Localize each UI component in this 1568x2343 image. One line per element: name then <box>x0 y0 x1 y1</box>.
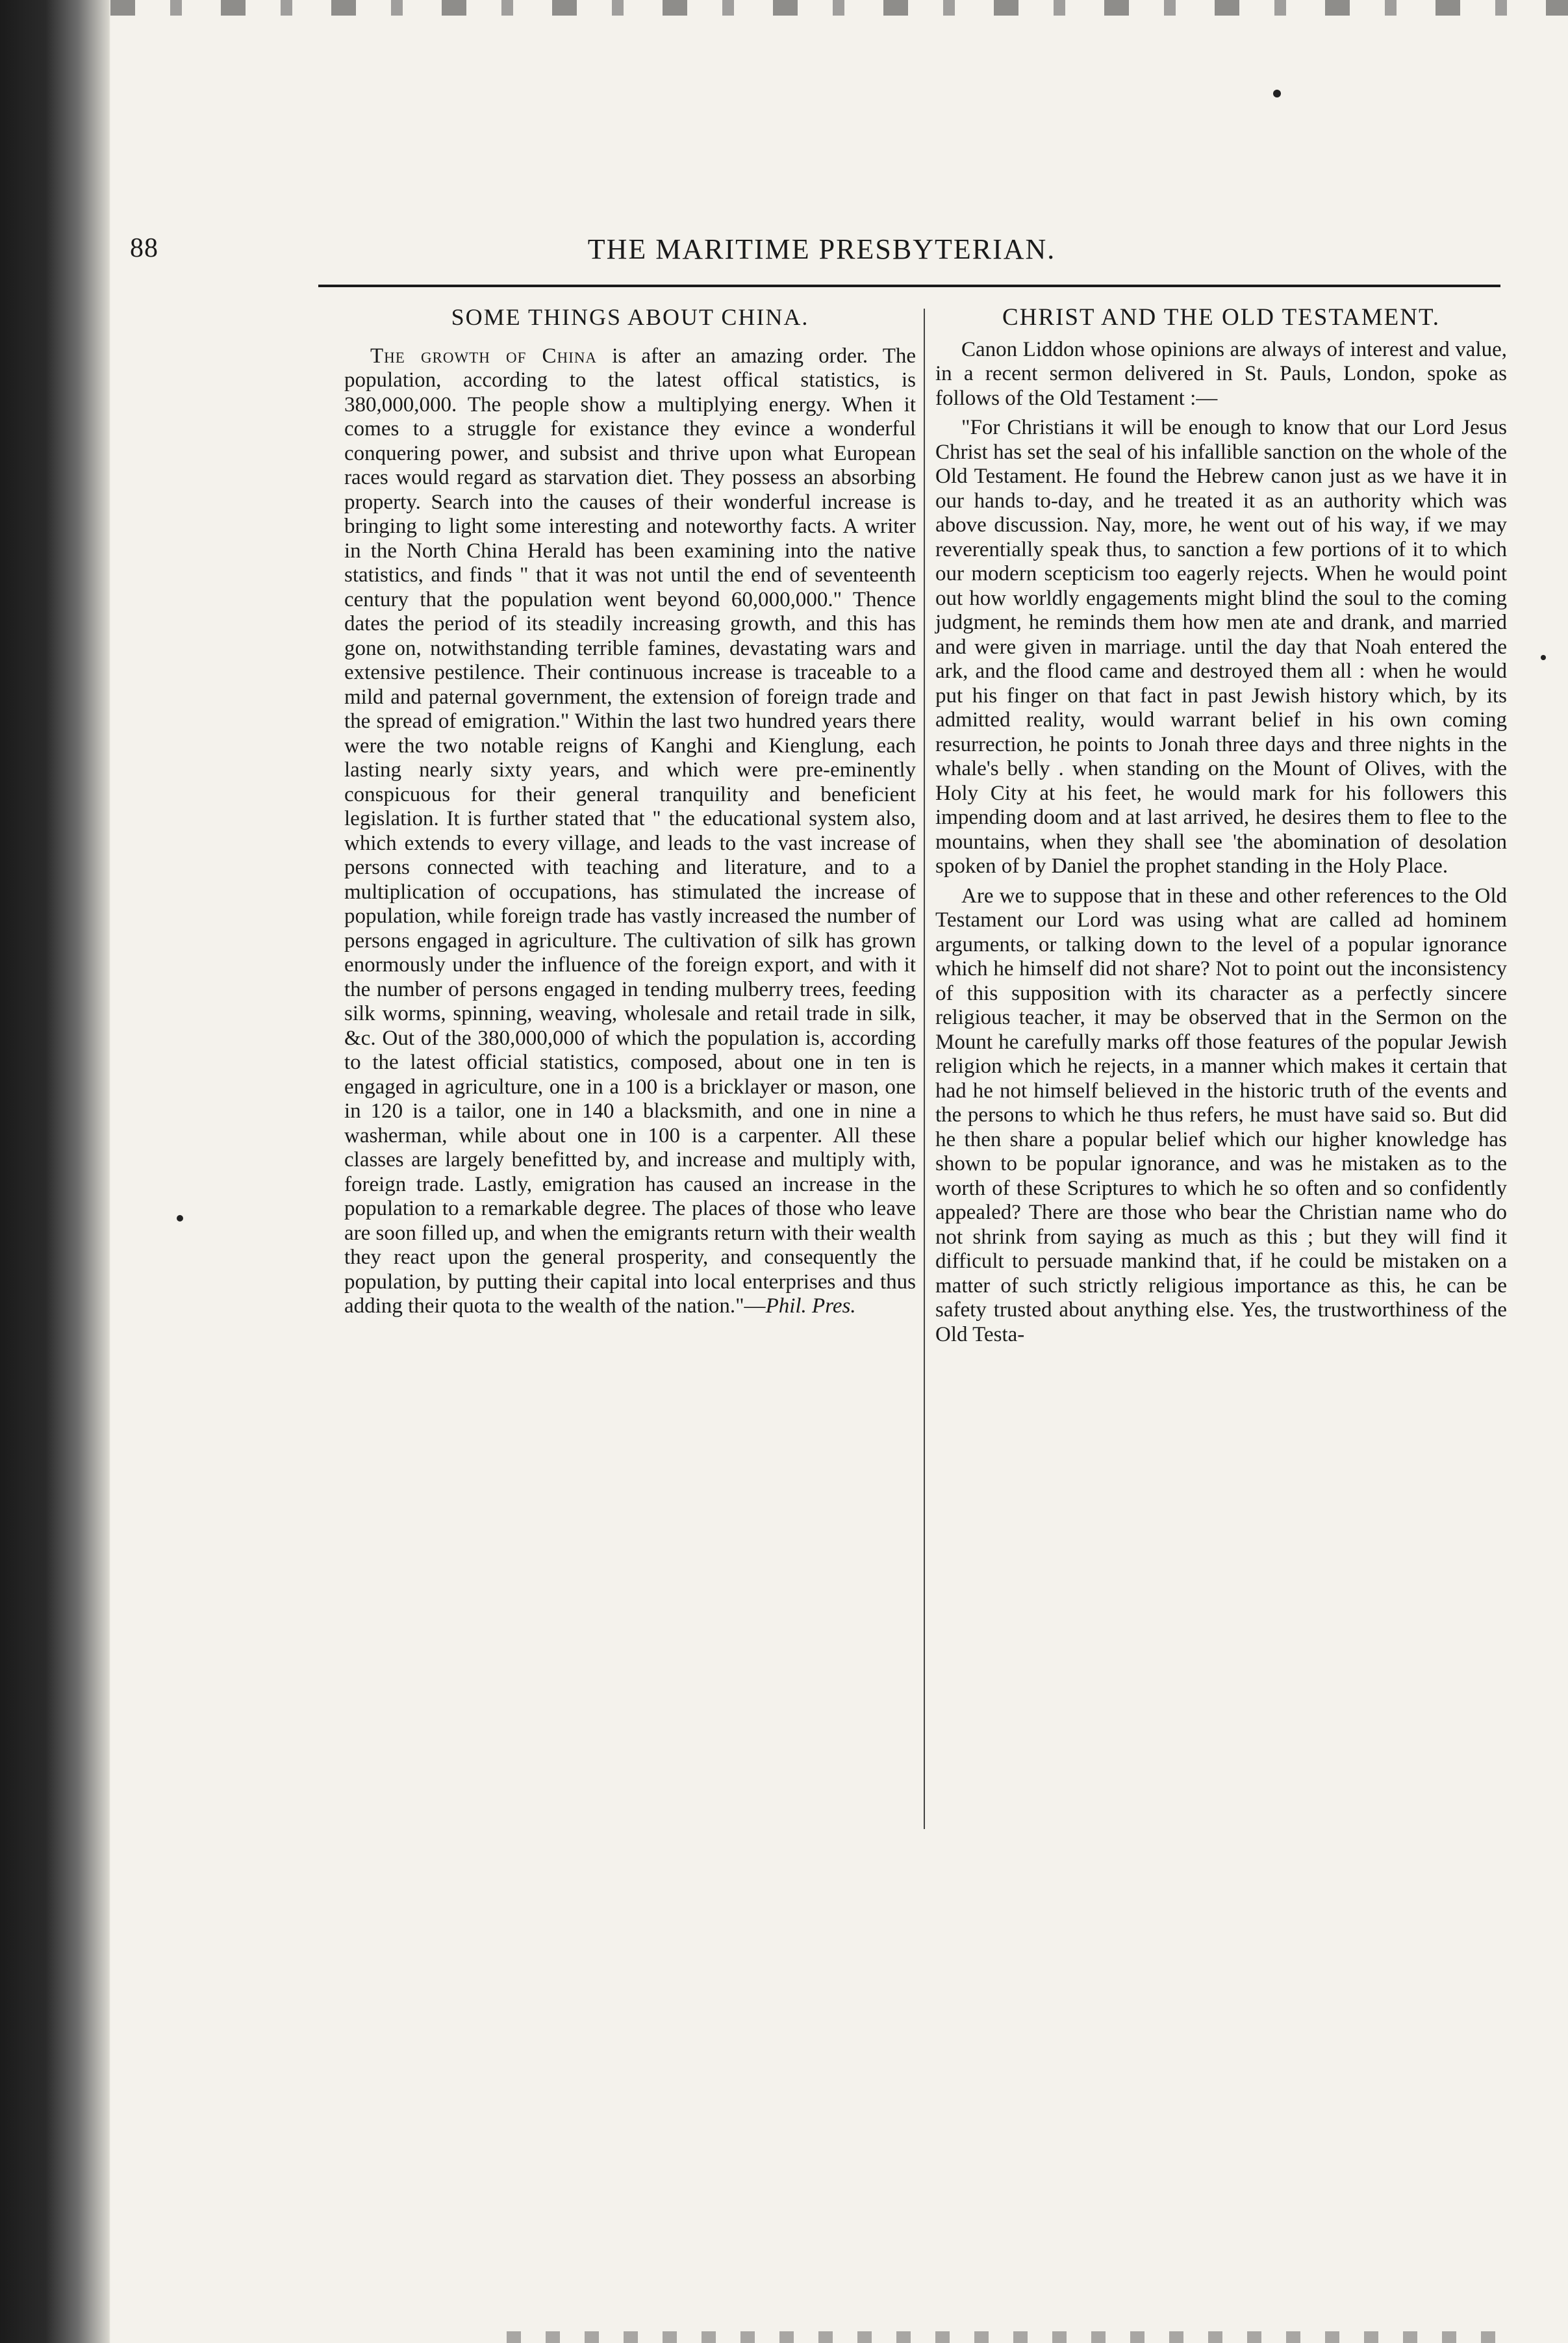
header-rule <box>318 285 1500 287</box>
right-column <box>935 305 1507 1347</box>
source-attribution: Phil. Pres. <box>765 1294 856 1318</box>
paragraph-argument: Are we to suppose that in these and other references to the Old Testament our Lord was using what are called ad hominem arguments, or talking down to the level of a popular ignorance which he himself did not share? Not to point out the inconsistency of this supposition with its character as a perfectly sincere religious teacher, it may be observed that in the Sermon on the Mount he carefully marks off those features of the popular Jewish religion which he rejects, in a manner which makes it certain that had he not himself believed in the historic truth of the events and the persons to which he thus refers, he must have said so. But did he then share a popular belief which our higher knowledge has shown to be popular ignorance, and was he mistaken as to the worth of these Scriptures to which he so often and so confidently appealed? There are those who bear the Christian name who do not shrink from saying as much as this ; but they will find it difficult to persuade mankind that, if he could be mistaken on a matter of such strictly religious importance as this, he can be safety trusted about anything else. Yes, the trustworthiness of the Old Testa- <box>935 884 1507 1346</box>
scan-top-edge-noise <box>110 0 1568 16</box>
journal-title: THE MARITIME PRESBYTERIAN. <box>587 233 1056 265</box>
article-title-old-testament: CHRIST AND THE OLD TESTAMENT. <box>1002 304 1441 331</box>
article-title-china: SOME THINGS ABOUT CHINA. <box>451 304 809 330</box>
scan-bottom-edge-noise <box>507 2331 1507 2343</box>
ink-speck <box>1541 655 1546 660</box>
ink-speck <box>1273 90 1281 97</box>
article-body-china <box>344 344 916 1319</box>
paragraph-intro: Canon Liddon whose opinions are always of interest and value, in a recent sermon delivered in St. Pauls, London, spoke as follows of the Old Testament :— <box>935 337 1507 410</box>
paragraph-quote: "For Christians it will be enough to know that our Lord Jesus Christ has set the seal of his infallible sanction on the whole of the Old Testament. He found the Hebrew canon just as we have it in our hands to-day, and he treated it as an authority which was above discussion. Nay, more, he went out of his way, if we may reverentially speak thus, to sanction a few portions of it to which our modern scepticism too eagerly rejects. When he would point out how worldly engagements might blind the soul to the coming judgment, he reminds them how men ate and drank, and married and were given in marriage. until the day that Noah entered the ark, and the flood came and destroyed them all : when he would put his finger on that fact in past Jewish history which, by its admitted reality, would warrant belief in his own coming resurrection, he points to Jonah three days and three nights in the whale's belly . when standing on the Mount of Olives, with the Holy City at his feet, he would mark for his followers this impending doom and at last arrived, he desires them to flee to the mountains, when they shall see 'the abomination of desolation spoken of by Daniel the prophet standing in the Holy Place. <box>935 416 1507 878</box>
column-divider <box>924 309 925 1829</box>
lead-in-text: The growth of China <box>370 344 598 368</box>
body-text: is after an amazing order. The population, according to the latest offical statistics, is 380,000,000. The people show a multiplying energy. When it comes to a struggle for existance they evince a wonderful conquering power, and subsist and thrive upon what European races would regard as starvation diet. They possess an absorbing property. Search into the causes of their wonderful increase is bringing to light some interesting and noteworthy facts. A writer in the North China Herald has been examining into the native statistics, and finds " that it was not until the end of seventeenth century that the population went beyond 60,000,000." Thence dates the period of its steadily increasing growth, and this has gone on, notwithstanding terrible famines, devastating wars and extensive pestilence. Their continuous increase is traceable to a mild and paternal government, the extension of foreign trade and the spread of emigration." Within the last two hundred years there were the two notable reigns of Kanghi and Kienglung, each lasting nearly sixty years, and which were pre-eminently conspicuous for their general tranquility and beneficient legislation. It is further stated that " the educational system also, which extends to every village, and leads to the vast increase of persons connected with teaching and literature, and to a multiplication of occupations, has stimulated the increase of population, while foreign trade has vastly increased the number of persons engaged in agriculture. The cultivation of silk has grown enormously under the influence of the foreign export, and with it the number of persons engaged in tending mulberry trees, feeding silk worms, spinning, weaving, wholesale and retail trade in silk, &c. Out of the 380,000,000 of which the population is, according to the latest official statistics, composed, about one in ten is engaged in agriculture, one in a 100 is a bricklayer or mason, one in 120 is a tailor, one in 140 a blacksmith, and one in nine a washerman, while about one in 100 is a carpenter. All these classes are largely benefitted by, and increase and multiply with, foreign trade. Lastly, emigration has caused an increase in the population to a remarkable degree. The places of those who leave are soon filled up, and when the emigrants return with their wealth they react upon the general prosperity, and consequently the population, by putting their capital into local enterprises and thus adding their quota to the wealth of the nation."— <box>344 344 917 1318</box>
scan-binding-shadow <box>0 0 110 2343</box>
page-header <box>130 233 1513 285</box>
ink-speck <box>177 1215 183 1222</box>
left-column <box>344 305 916 1319</box>
page-number: 88 <box>130 233 158 263</box>
